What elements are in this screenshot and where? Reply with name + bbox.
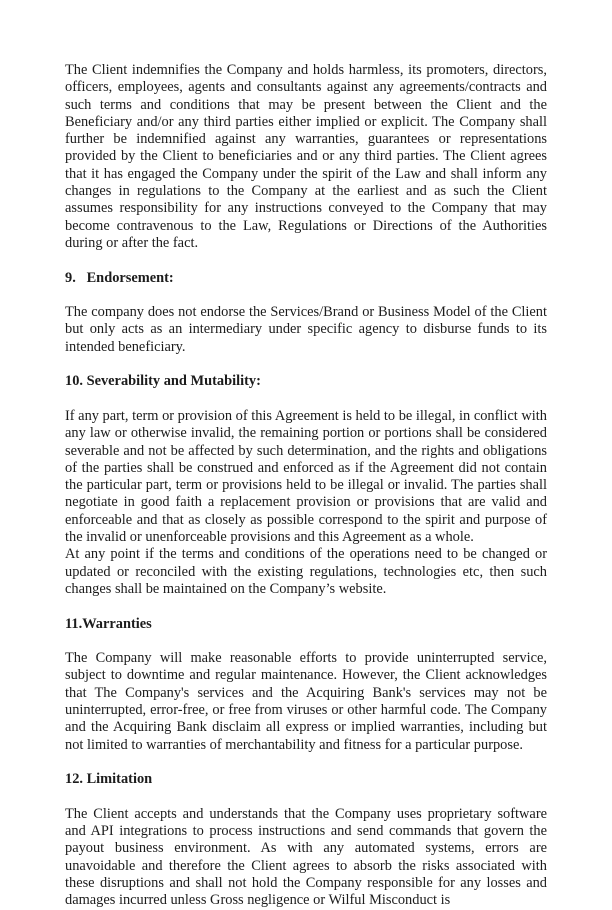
paragraph-severability: If any part, term or provision of this Agreement is held to be illegal, in conflict with any law or otherwise invalid, the remaining portion or portions shall be considered severable and not be affected by such determination, and the rights and obligations of the parties shall be construed and enforced as if the Agreement did not contain the particular part, term or provisions held to be illegal or invalid. The parties shall negotiate in good faith a replacement provision or provisions that are valid and enforceable and that as closely as possible correspond to the spirit and purpose of the invalid or unenforceable provisions and this Agreement as a whole. <box>65 407 547 546</box>
section-heading-severability: 10. Severability and Mutability: <box>65 373 261 390</box>
section-heading-warranties: 11.Warranties <box>65 615 152 632</box>
section-heading-limitation: 12. Limitation <box>65 771 153 788</box>
paragraph-indemnification: The Client indemnifies the Company and holds harmless, its promoters, directors, officers, employees, agents and consultants against any agreements/contracts and such terms and conditions that may be present between the Client and the Beneficiary and/or any third parties either implied or explicit. The Company shall further be indemnified against any warranties, guarantees or representations provided by the Client to beneficiaries and or any third parties. The Client agrees that it has engaged the Company under the spirit of the Law and shall inform any changes in regulations to the Company at the earliest and as such the Client assumes responsibility for any instructions conveyed to the Company that may become contravenous to the Law, Regulations or Directions of the Authorities during or after the fact. <box>65 62 547 251</box>
paragraph-endorsement: The company does not endorse the Services/Brand or Business Model of the Client but only acts as an intermediary under specific agency to disburse funds to its intended beneficiary. <box>65 304 547 355</box>
section-heading-endorsement: 9. Endorsement: <box>65 269 174 286</box>
paragraph-severability-continued: At any point if the terms and conditions of the operations need to be changed or updated or reconciled with the existing regulations, technologies etc, then such changes shall be maintained on the Company’s website. <box>65 546 547 597</box>
paragraph-warranties: The Company will make reasonable efforts to provide uninterrupted service, subject to downtime and regular maintenance. However, the Client acknowledges that The Company's services and the Acquiring Bank's services may not be uninterrupted, error-free, or free from viruses or other harmful code. The Company and the Acquiring Bank disclaim all express or implied warranties, including but not limited to warranties of merchantability and fitness for a particular purpose. <box>65 650 547 753</box>
paragraph-limitation: The Client accepts and understands that the Company uses proprietary software and API integrations to process instructions and send commands that govern the payout business environment. As with any automated systems, errors are unavoidable and therefore the Client agrees to absorb the risks associated with these disruptions and shall not hold the Company responsible for any losses and damages incurred unless Gross negligence or Wilful Misconduct is <box>65 805 547 909</box>
